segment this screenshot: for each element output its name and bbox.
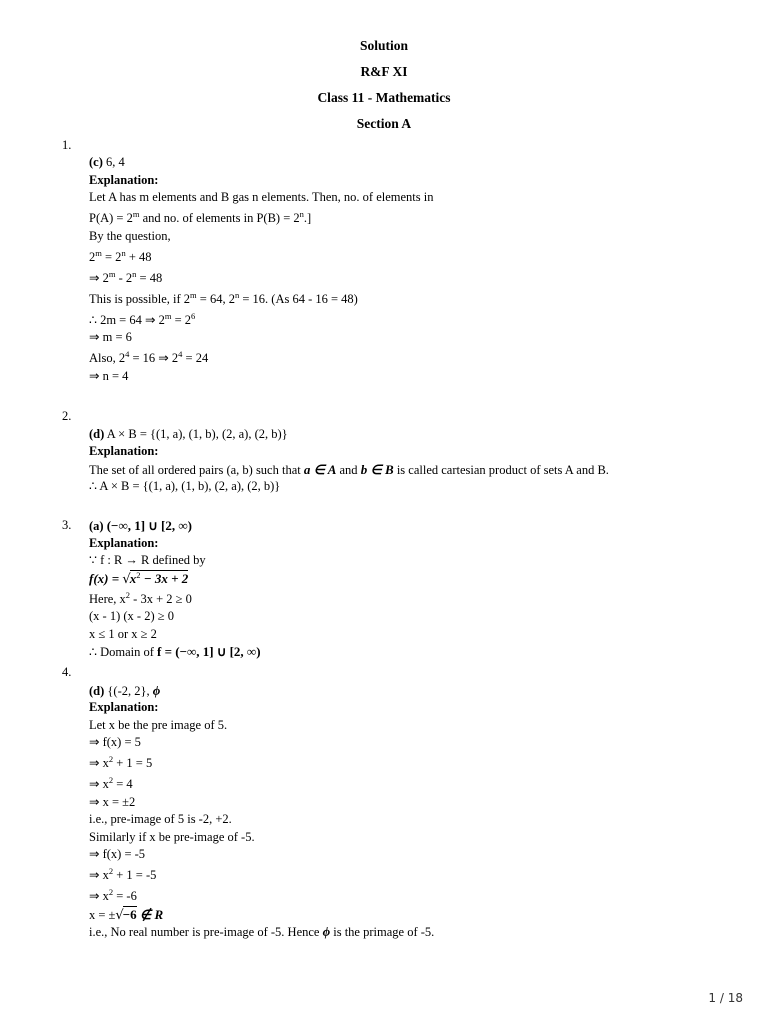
superscript: 6 <box>191 310 196 321</box>
explanation-line <box>89 717 752 735</box>
text-segment: ⇒ x <box>89 889 109 903</box>
text-segment: = 48 <box>136 270 163 285</box>
text-segment: ∴ 2m = 64 ⇒ 2 <box>89 312 165 327</box>
math-expression: − 3x + 2 <box>140 570 189 586</box>
text-segment: Here, x <box>89 591 126 606</box>
text-segment: ⇒ 2 <box>89 270 109 285</box>
page-title: Solution <box>359 38 409 53</box>
math-variable: x <box>129 570 137 586</box>
text-segment: ⇒ f(x) = 5 <box>89 735 141 749</box>
text-segment: x ≤ 1 or x ≥ 2 <box>89 626 157 641</box>
math-expression: f = (−∞, 1] ∪ [2, ∞) <box>157 644 261 659</box>
superscript: 2 <box>108 754 114 764</box>
superscript: 2 <box>136 569 141 580</box>
superscript: 4 <box>178 349 183 359</box>
answer-line <box>89 682 752 700</box>
question-2 <box>62 408 752 496</box>
question-content <box>89 664 752 941</box>
answer-math: (−∞, 1] ∪ [2, ∞) <box>106 518 192 533</box>
explanation-line <box>89 626 752 644</box>
series-name: R&F XI <box>360 64 408 79</box>
text-segment: Let x be the pre image of 5. <box>89 717 228 732</box>
explanation-line <box>89 368 752 386</box>
text-segment: = 2 <box>171 312 192 327</box>
superscript: m <box>108 268 116 279</box>
text-segment: ⇒ f(x) = -5 <box>89 847 146 861</box>
text-segment: - 3x + 2 ≥ 0 <box>130 591 192 606</box>
text-segment: i.e., No real number is pre-image of -5. Hence <box>89 925 323 939</box>
text-segment: is called cartesian product of sets A and B. <box>393 462 609 477</box>
explanation-heading-line <box>89 699 752 717</box>
text-segment: Similarly if x be pre-image of -5. <box>89 829 255 844</box>
answer-option: (c) <box>89 155 103 169</box>
superscript: 2 <box>108 887 114 897</box>
explanation-line <box>89 829 752 847</box>
explanation-line <box>89 811 752 829</box>
explanation-label: Explanation: <box>89 172 159 187</box>
text-segment: = 16 ⇒ 2 <box>129 351 179 365</box>
superscript: 2 <box>125 589 131 600</box>
superscript: 4 <box>125 349 130 359</box>
text-segment: Let A has m elements and B gas n elements. Then, no. of elements in <box>89 190 434 204</box>
superscript: m <box>190 289 197 300</box>
explanation-label: Explanation: <box>89 444 159 458</box>
explanation-line <box>89 885 752 906</box>
radical-sign: √ <box>122 571 131 587</box>
explanation-label: Explanation: <box>89 535 159 550</box>
answer-text: A × B = {(1, a), (1, b), (2, a), (2, b)} <box>106 426 288 441</box>
explanation-heading-line <box>89 443 752 461</box>
text-segment: ∵ f : R → R defined by <box>89 553 206 567</box>
text-segment: 2 <box>89 249 96 264</box>
text-segment: is the primage of -5. <box>330 925 435 939</box>
explanation-line <box>89 773 752 794</box>
explanation-label: Explanation: <box>89 700 159 714</box>
text-segment: = 2 <box>101 249 122 264</box>
question-3 <box>62 517 752 661</box>
section-heading: Section A <box>356 116 412 131</box>
document-header <box>0 33 768 137</box>
text-segment: The set of all ordered pairs (a, b) such that <box>89 462 304 477</box>
question-content <box>89 517 752 661</box>
explanation-line <box>89 608 752 626</box>
question-content <box>89 408 752 496</box>
answer-line <box>89 154 752 172</box>
radicand: −6 <box>122 906 137 922</box>
superscript: m <box>132 209 140 219</box>
text-segment: ⇒ n = 4 <box>89 368 129 383</box>
superscript: n <box>132 268 137 279</box>
explanation-line <box>89 287 752 308</box>
answer-option: (a) <box>89 519 104 533</box>
explanation-line <box>89 478 752 496</box>
text-segment: and no. of elements in P(B) = 2 <box>139 211 300 225</box>
question-number: 4. <box>62 665 72 679</box>
superscript: 2 <box>108 866 114 876</box>
radical-sign: √ <box>115 907 124 923</box>
explanation-line <box>89 266 752 287</box>
math-expression: f(x) = <box>89 570 123 586</box>
explanation-line <box>89 228 752 246</box>
question-number: 3. <box>62 518 72 532</box>
text-segment: = 16. (As 64 - 16 = 48) <box>239 291 358 306</box>
superscript: n <box>234 289 240 300</box>
superscript: m <box>164 310 172 321</box>
answer-option: (d) <box>89 426 105 441</box>
explanation-line <box>89 923 752 941</box>
explanation-heading-line <box>89 535 752 553</box>
text-segment: = 24 <box>182 351 209 365</box>
explanation-line <box>89 643 752 661</box>
superscript: n <box>121 247 126 258</box>
text-segment: ⇒ m = 6 <box>89 330 132 344</box>
text-segment: i.e., pre-image of 5 is -2, +2. <box>89 812 232 826</box>
answer-text: {(-2, 2}, <box>107 683 153 698</box>
superscript: 2 <box>108 775 114 785</box>
question-4 <box>62 664 752 941</box>
answer-text: 6, 4 <box>106 155 125 169</box>
text-segment: = 64, 2 <box>196 291 235 306</box>
text-segment: and <box>336 462 361 477</box>
question-1 <box>62 137 752 386</box>
math-symbol: ϕ <box>152 682 161 698</box>
text-segment: ⇒ x <box>89 777 109 791</box>
explanation-line <box>89 846 752 864</box>
question-content <box>89 137 752 386</box>
text-segment: ∴ A × B = {(1, a), (1, b), (2, a), (2, b)} <box>89 479 281 493</box>
answer-line <box>89 426 752 444</box>
explanation-line <box>89 570 752 588</box>
question-number: 2. <box>62 409 72 423</box>
explanation-line <box>89 794 752 812</box>
text-segment: ⇒ x = ±2 <box>89 794 136 809</box>
explanation-line <box>89 864 752 885</box>
text-segment: .] <box>303 211 312 225</box>
explanation-line <box>89 347 752 368</box>
explanation-line <box>89 329 752 347</box>
explanation-line <box>89 587 752 608</box>
math-symbol: ϕ <box>322 924 331 939</box>
explanation-heading-line <box>89 172 752 190</box>
page-indicator: 1 / 18 <box>708 991 743 1005</box>
answer-line <box>89 517 752 535</box>
answer-option: (d) <box>89 683 105 698</box>
explanation-line <box>89 308 752 329</box>
text-segment: P(A) = 2 <box>89 211 133 225</box>
text-segment: = 4 <box>113 777 133 791</box>
explanation-line <box>89 734 752 752</box>
math-expression: b ∈ B <box>360 461 394 477</box>
class-subject: Class 11 - Mathematics <box>317 90 451 105</box>
text-segment: ⇒ x <box>89 756 109 770</box>
text-segment: + 1 = 5 <box>113 756 153 770</box>
explanation-line <box>89 906 752 924</box>
explanation-line <box>89 207 752 228</box>
explanation-line <box>89 245 752 266</box>
text-segment: By the question, <box>89 228 171 243</box>
explanation-line <box>89 461 752 479</box>
math-expression: ∉ R <box>136 906 164 922</box>
text-segment: (x - 1) (x - 2) ≥ 0 <box>89 609 174 623</box>
explanation-line <box>89 552 752 570</box>
math-expression: a ∈ A <box>303 461 337 477</box>
text-segment: This is possible, if 2 <box>89 291 191 306</box>
question-number: 1. <box>62 137 72 152</box>
text-segment: Also, 2 <box>89 351 126 365</box>
text-segment: + 48 <box>125 249 152 264</box>
explanation-line <box>89 752 752 773</box>
text-segment: = -6 <box>113 889 137 903</box>
explanation-line <box>89 189 752 207</box>
text-segment: x = ± <box>89 907 116 922</box>
superscript: n <box>299 209 304 219</box>
text-segment: - 2 <box>115 270 133 285</box>
superscript: m <box>95 247 102 258</box>
text-segment: ⇒ x <box>89 868 109 882</box>
text-segment: ∴ Domain of <box>89 645 158 659</box>
radicand <box>130 570 189 586</box>
text-segment: + 1 = -5 <box>113 868 157 882</box>
